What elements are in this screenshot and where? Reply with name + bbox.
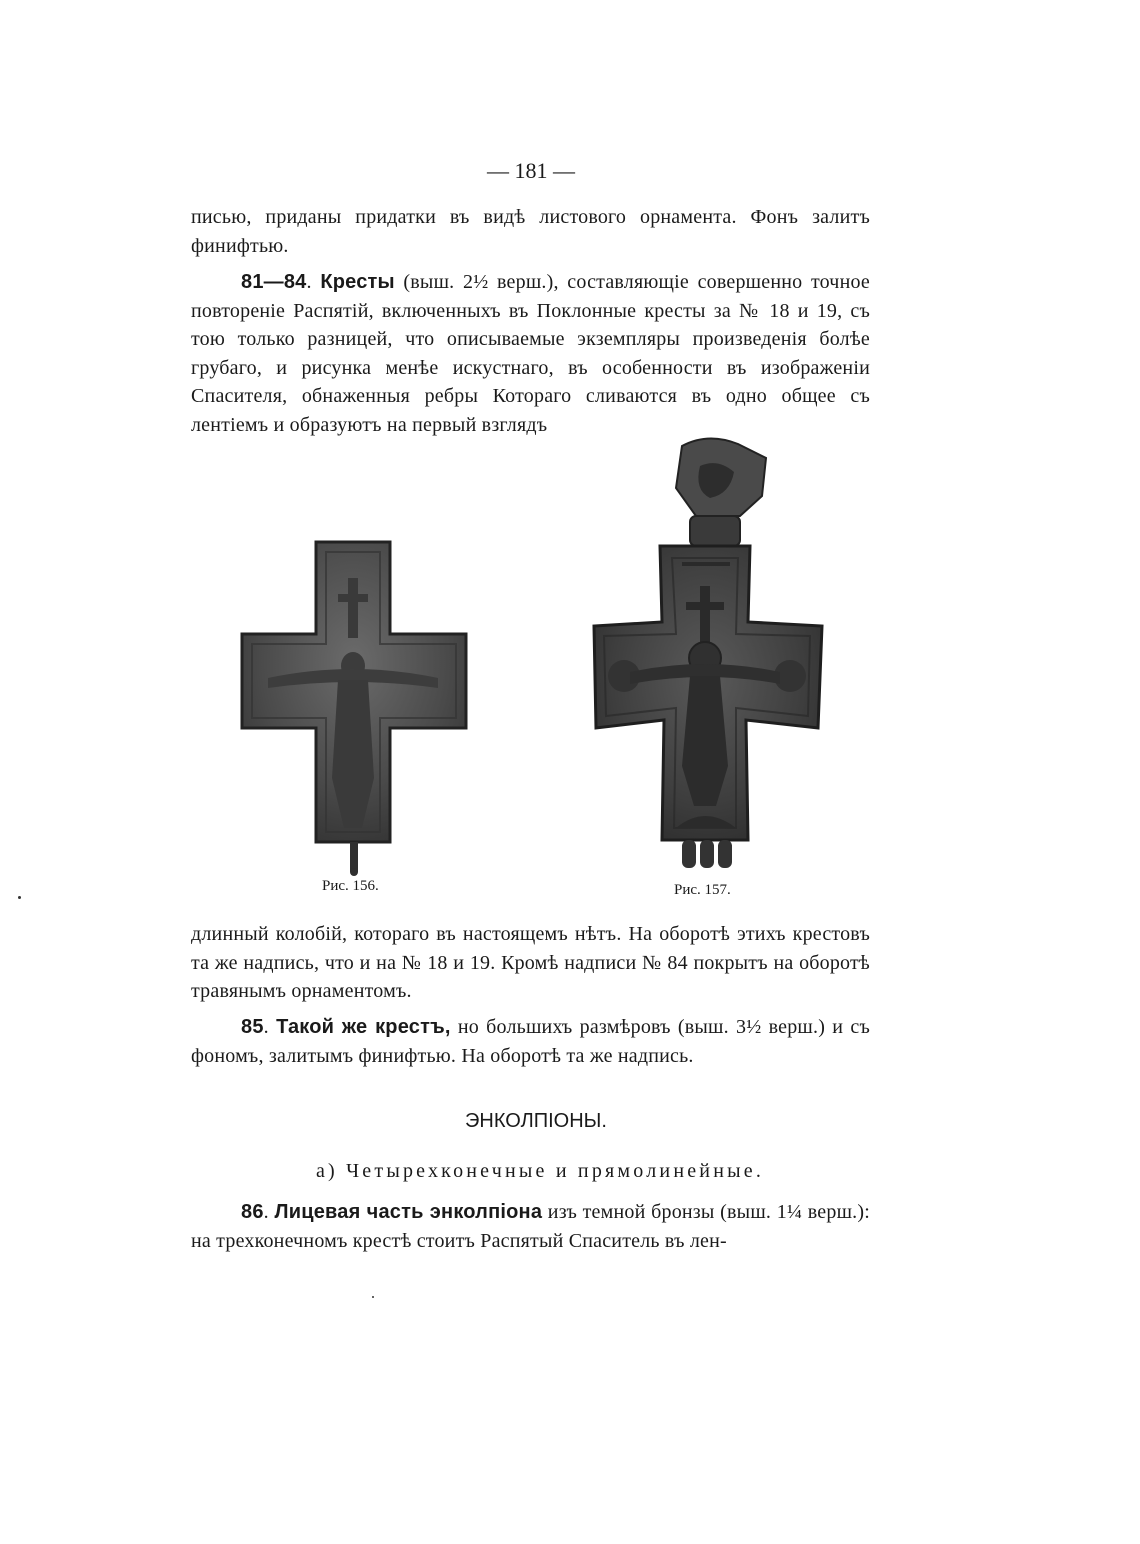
entry-85-number: 85 bbox=[241, 1016, 264, 1038]
entry-81-84: 81—84. Кресты (выш. 2½ верш.), составляющіе совершенно точное повтореніе Распятій, включенныхъ въ Поклонные кресты за № 18 и 19, съ тою только разницей, что описываемые экземпляры произведенія болѣе грубаго, и рисунка менѣе искустнаго, въ особенности въ изображеніи Спасителя, обнаженныя ребры Котораго сливаются въ одно общее съ лентіемъ и образуютъ на первый взглядъ bbox=[191, 271, 870, 436]
page-number: — 181 — bbox=[487, 158, 575, 183]
cross-figure-156 bbox=[238, 538, 470, 878]
continuation-paragraph bbox=[191, 920, 870, 1006]
entry-86: 86. Лицевая часть энколпіона изъ темной бронзы (выш. 1¼ верш.): на трехконечномъ крестѣ стоитъ Распятый Спаситель въ лен- bbox=[191, 1201, 871, 1252]
entry-85-title: Такой же крестъ, bbox=[276, 1016, 451, 1038]
figure-156-caption: Рис. 156. bbox=[322, 878, 379, 894]
subsection-title: а) Четырехконечные и прямолинейные. bbox=[315, 1160, 765, 1182]
cross-figure-157 bbox=[590, 436, 830, 876]
entry-86-text: изъ темной бронзы (выш. 1¼ верш.): на трехконечномъ крестѣ стоитъ Распятый Спаситель въ лен- bbox=[191, 1201, 871, 1252]
entry-81-84-text: (выш. 2½ верш.), составляющіе совершенно точное повтореніе Распятій, включенныхъ въ Поклонные кресты за № 18 и 19, съ тою только разницей, что описываемые экземпляры произведенія болѣе грубаго, и рисунка менѣе искустнаго, въ особенности въ изображеніи Спасителя, обнаженныя ребры Котораго сливаются въ одно общее съ лентіемъ и образуютъ на первый взглядъ bbox=[191, 271, 870, 436]
entry-85-text: но большихъ размѣровъ (выш. 3½ верш.) и съ фономъ, залитымъ финифтью. На оборотѣ та же надпись. bbox=[191, 1016, 870, 1067]
section-title: ЭНКОЛПІОНЫ. bbox=[465, 1110, 607, 1132]
entry-86-title: Лицевая часть энколпіона bbox=[274, 1201, 543, 1223]
entry-85: 85. Такой же крестъ, но большихъ размѣровъ (выш. 3½ верш.) и съ фономъ, залитымъ финифтью. На оборотѣ та же надпись. bbox=[191, 1016, 870, 1067]
entry-86-number: 86 bbox=[241, 1201, 264, 1223]
figure-157-caption: Рис. 157. bbox=[674, 882, 731, 898]
continuation-text: длинный колобій, котораго въ настоящемъ нѣтъ. На оборотѣ этихъ крестовъ та же надпись, что и на № 18 и 19. Кромѣ надписи № 84 покрытъ на оборотѣ травянымъ орнаментомъ. bbox=[191, 923, 870, 1002]
scan-speck bbox=[18, 896, 21, 899]
entry-81-84-number: 81—84 bbox=[241, 271, 307, 293]
paragraph-top-text: писью, приданы придатки въ видѣ листового орнамента. Фонъ залитъ финифтью. bbox=[191, 206, 870, 257]
entry-81-84-title: Кресты bbox=[320, 271, 395, 293]
scan-speck bbox=[372, 1296, 374, 1298]
paragraph-top bbox=[191, 203, 870, 260]
